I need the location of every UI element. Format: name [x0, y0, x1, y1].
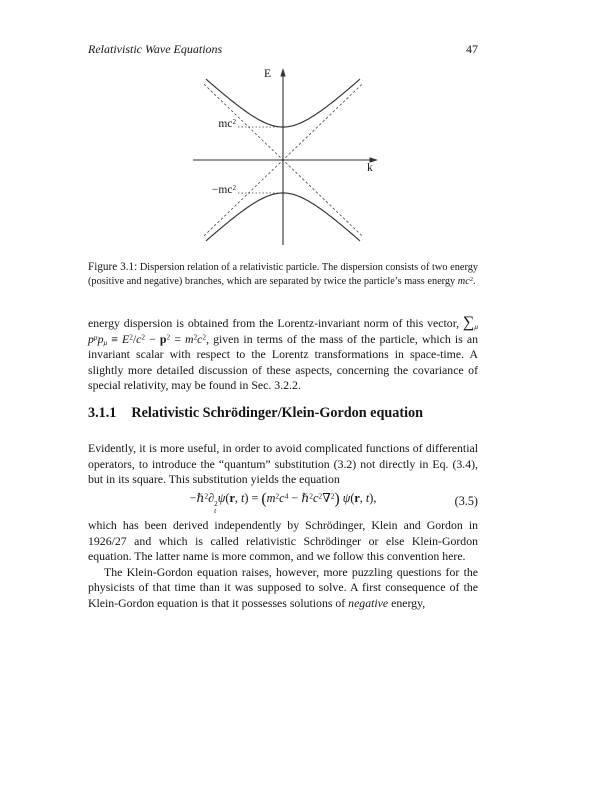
energy-axis-label: E: [264, 68, 272, 80]
positive-mass-energy-label: $mc^2$: [218, 117, 236, 130]
paragraph-puzzling-questions: The Klein-Gordon equation raises, however, more puzzling questions for the physicists of that time than it was supposed to solve. A first consequence of the Klein-Gordon equation is that it possesses solutions of negative energy,: [88, 564, 478, 610]
figure-caption-text: Dispersion relation of a relativistic particle. The dispersion consists of two energy (positive and negative) branches, which are separated by twice the particle’s mass energy $mc^2$.: [88, 262, 478, 287]
section-heading: [88, 405, 492, 422]
paragraph-substitution: Evidently, it is more useful, in order to avoid complicated functions of differential operators, to introduce the “quantum” substitution (3.2) not directly in Eq. (3.4), but in its square. This substitution yields the equation: [88, 441, 478, 486]
paragraph-energy-dispersion: energy dispersion is obtained from the Lorentz-invariant norm of this vector, $\sum_\mu$ $p^\mu p_\mu \equiv E^2/c^2 - p^2 = m^2c^2$, given in terms of the mass of the particle, which is an invariant scalar with respect to the Lorentz transformations in space-time. A slightly more detailed discussion of these aspects, concerning the covariance of special relativity, may be found in Sec. 3.2.2.: [88, 314, 478, 392]
dispersion-figure: [190, 66, 380, 250]
running-head-title: Relativistic Wave Equations: [88, 42, 223, 56]
equation-body: −ℏ$^2$∂ 2 t ψ(r, $t) = (m^2c^4$ − $\hbar^2c^2\nabla^2$) ψ(r, t),: [189, 490, 377, 515]
section-title: Relativistic Schrödinger/Klein-Gordon equation: [131, 405, 424, 421]
paragraph-derivation-history: which has been derived independently by Schrödinger, Klein and Gordon in 1926/27 and which is called relativistic Schrödinger or else Klein-Gordon equation. The latter name is more common, and we follow this convention here.: [88, 518, 478, 563]
page-number: 47: [466, 42, 478, 56]
negative-mass-energy-label: $-mc^2$: [211, 183, 236, 196]
momentum-axis-label: k: [367, 162, 373, 174]
equation-number: (3.5): [454, 494, 478, 508]
page-header: [88, 42, 478, 57]
dispersion-figure-svg: [190, 66, 380, 250]
section-number: 3.1.1: [88, 405, 117, 421]
energy-axis-arrowhead: [280, 68, 285, 77]
closing-paragraphs: [88, 518, 478, 611]
figure-caption: [88, 261, 478, 287]
figure-caption-prefix: Figure 3.1:: [88, 261, 138, 274]
klein-gordon-equation: [88, 491, 478, 514]
